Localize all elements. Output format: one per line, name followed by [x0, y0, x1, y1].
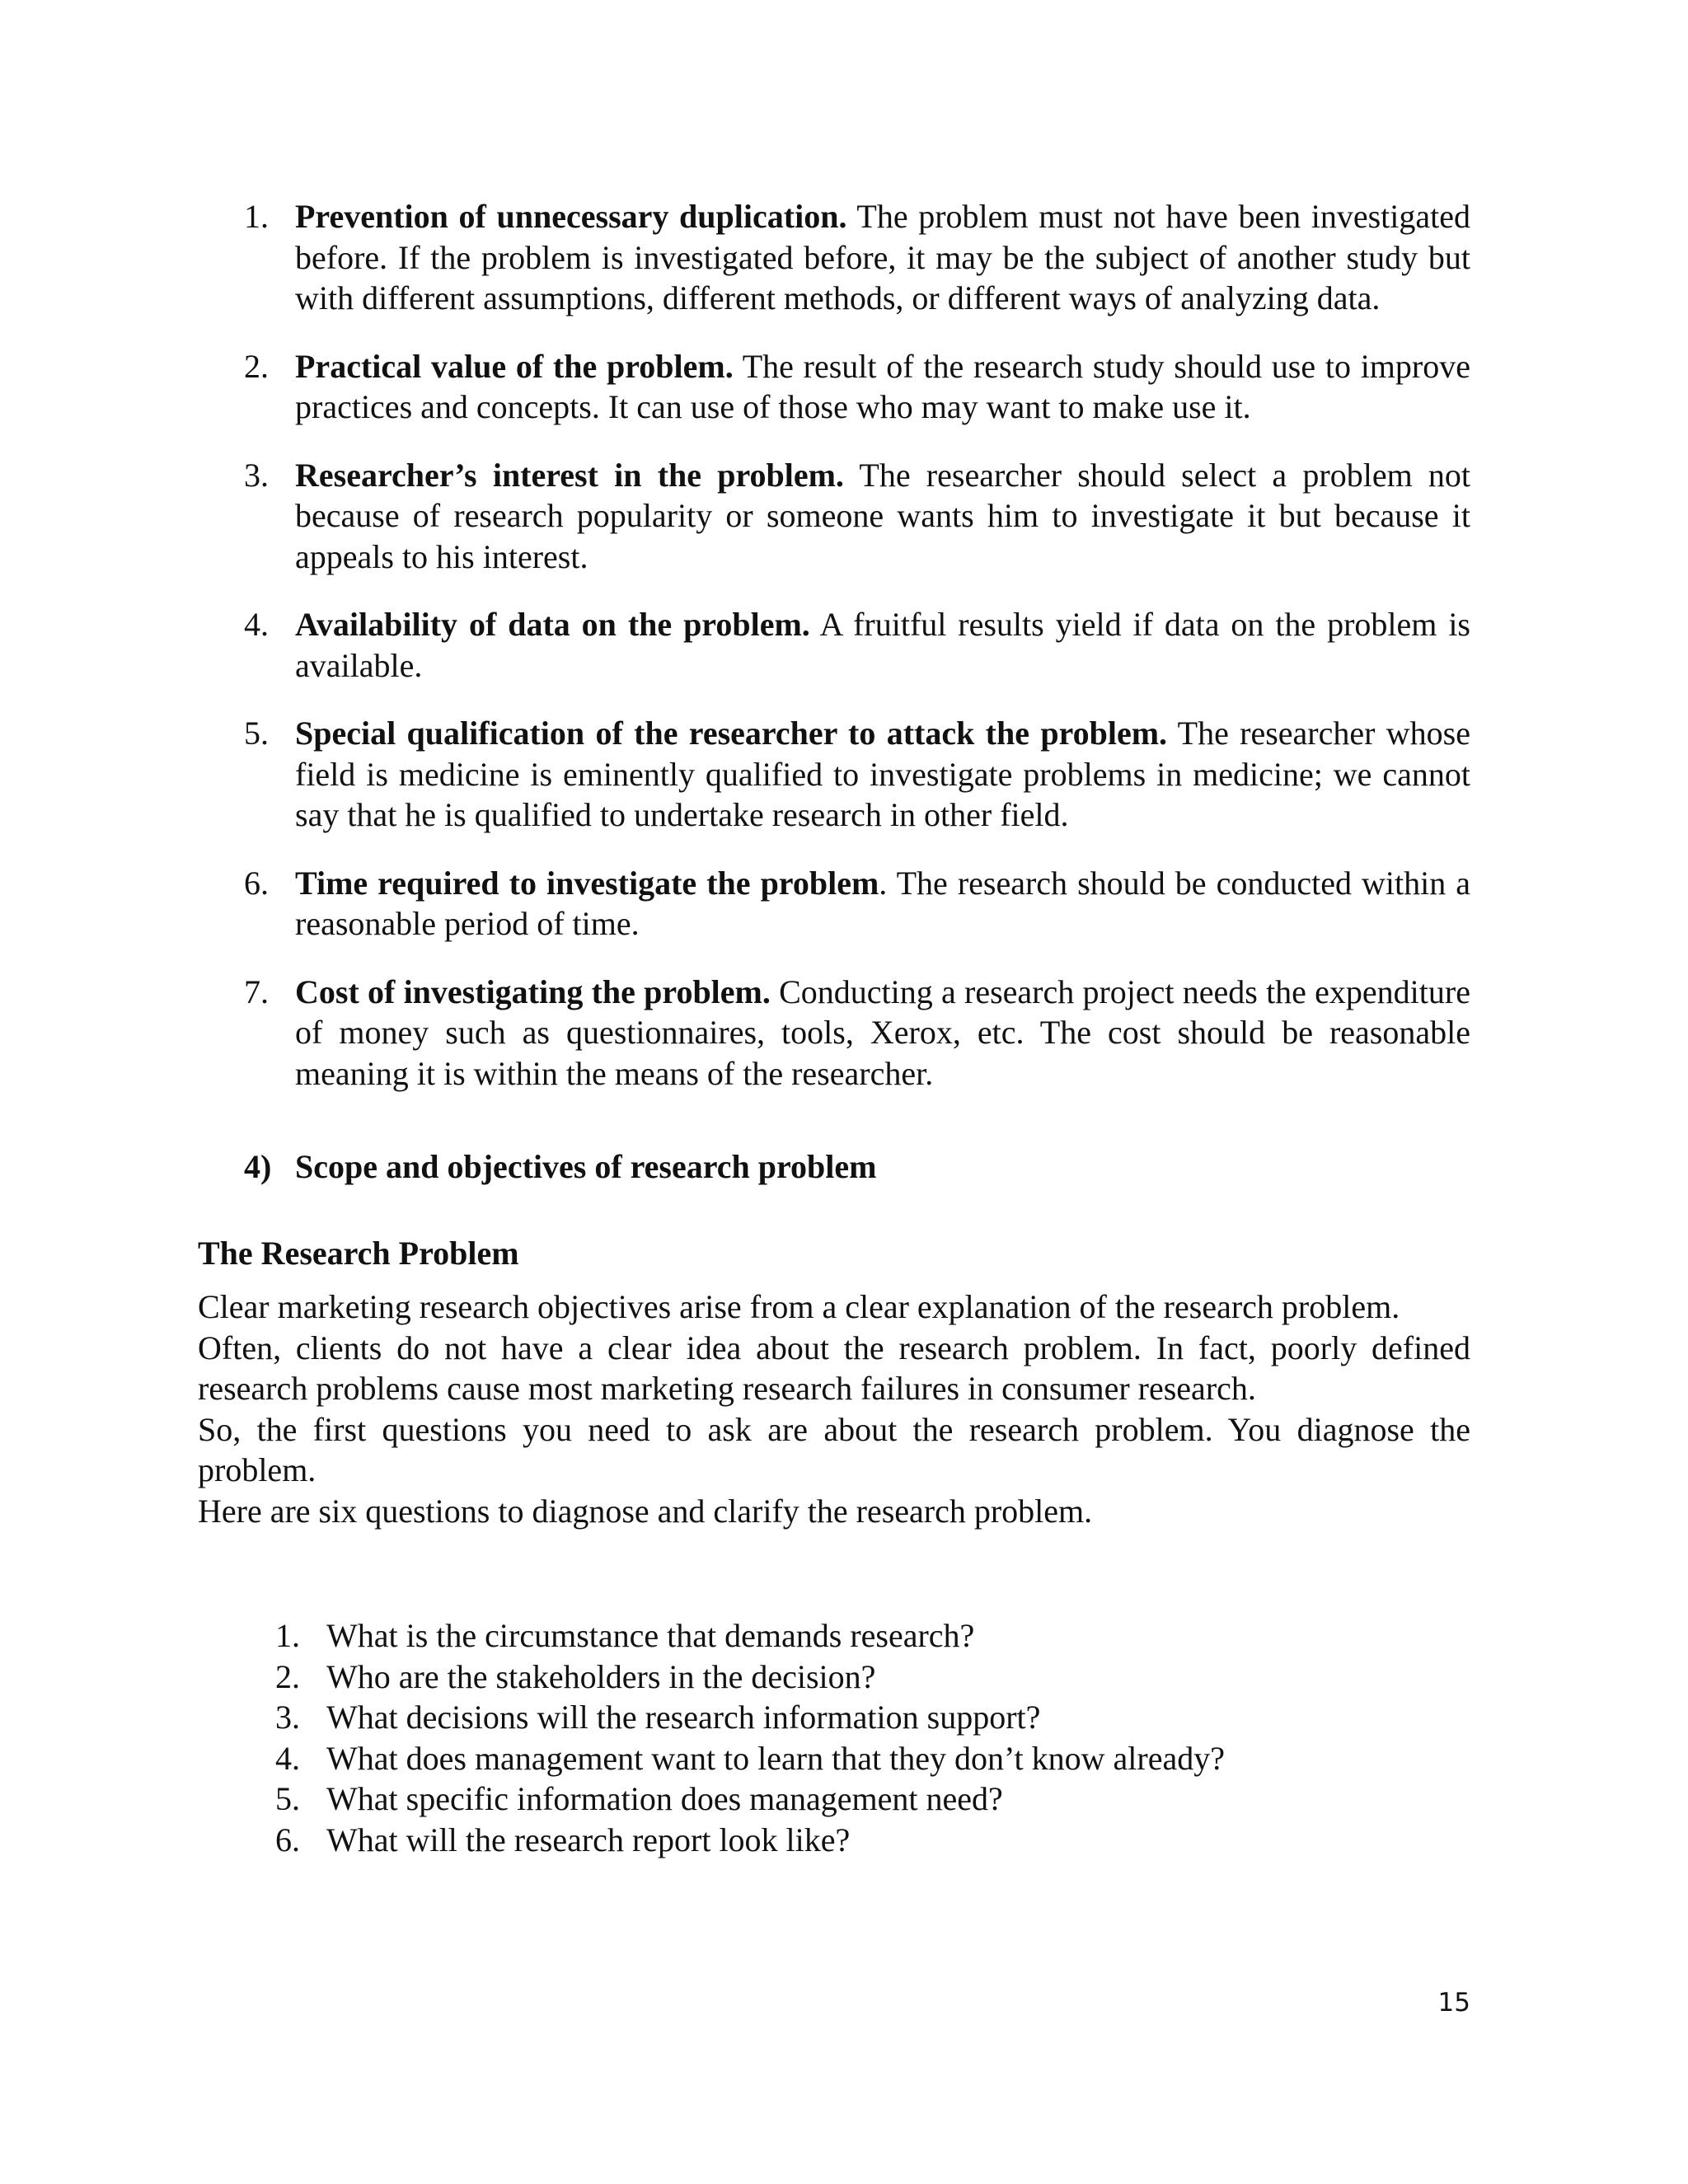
criteria-item-6	[244, 863, 1470, 944]
question-text: What will the research report look like?	[326, 1821, 851, 1858]
section-title: The Research Problem	[198, 1235, 519, 1272]
criteria-title: Practical value of the problem.	[295, 347, 734, 385]
question-number: 3.	[275, 1699, 300, 1736]
criteria-number: 3.	[244, 456, 269, 494]
criteria-title: Researcher’s interest in the problem.	[295, 456, 844, 494]
body-paragraphs	[198, 1286, 1470, 1531]
question-number: 4.	[275, 1739, 300, 1777]
criteria-text: Conducting a research project needs the expenditure of money such as questionnaires, tools, Xerox, etc. The cost should be reasonable meaning it is within the means of the researcher.	[295, 972, 1470, 1092]
criteria-number: 6.	[244, 864, 269, 902]
question-text: Who are the stakeholders in the decision?	[326, 1657, 876, 1695]
scope-subheading	[244, 1146, 877, 1188]
question-number: 6.	[275, 1821, 300, 1858]
criteria-item-5	[244, 713, 1470, 836]
criteria-title: Prevention of unnecessary duplication.	[295, 198, 847, 235]
criteria-text: . The research should be conducted within a reasonable period of time.	[295, 864, 1470, 942]
criteria-text: The researcher should select a problem not because of research popularity or someone wants him to investigate it but because it appeals to his interest.	[295, 456, 1471, 575]
question-item	[275, 1697, 1347, 1738]
criteria-item-1	[244, 196, 1470, 319]
question-item	[275, 1779, 1347, 1820]
question-text: What is the circumstance that demands research?	[326, 1617, 975, 1654]
criteria-item-4	[244, 604, 1470, 686]
subheading-text: Scope and objectives of research problem	[295, 1148, 877, 1185]
paragraph: So, the first questions you need to ask are about the research problem. You diagnose the problem.	[198, 1410, 1470, 1488]
selection-criteria-list	[244, 196, 1470, 1121]
criteria-item-3	[244, 455, 1470, 578]
question-item	[275, 1657, 1347, 1698]
criteria-item-2	[244, 346, 1470, 428]
question-text: What does management want to learn that they don’t know already?	[326, 1739, 1225, 1777]
criteria-text: A fruitful results yield if data on the problem is available.	[295, 606, 1470, 684]
criteria-title: Time required to investigate the problem	[295, 864, 879, 902]
criteria-text: The result of the research study should use to improve practices and concepts. It can use of those who may want to make use it.	[295, 347, 1470, 425]
criteria-title: Special qualification of the researcher to attack the problem.	[295, 715, 1168, 752]
question-item	[275, 1615, 1347, 1657]
paragraph: Here are six questions to diagnose and clarify the research problem.	[198, 1492, 1093, 1530]
question-item	[275, 1738, 1347, 1779]
subheading-marker: 4)	[244, 1148, 272, 1185]
criteria-number: 1.	[244, 198, 269, 235]
criteria-item-7	[244, 972, 1470, 1094]
question-text: What decisions will the research information support?	[326, 1699, 1041, 1736]
question-number: 1.	[275, 1617, 300, 1654]
question-text: What specific information does management need?	[326, 1780, 1003, 1817]
page-number: 15	[1437, 1988, 1470, 2018]
criteria-number: 4.	[244, 606, 269, 643]
diagnostic-questions-list	[275, 1615, 1347, 1860]
criteria-title: Cost of investigating the problem.	[295, 972, 771, 1010]
question-item	[275, 1820, 1347, 1861]
criteria-number: 7.	[244, 972, 269, 1010]
question-number: 2.	[275, 1657, 300, 1695]
criteria-text: The problem must not have been investigated before. If the problem is investigated before, it may be the subject of another study but with different assumptions, different methods, or different ways of analyzing data.	[295, 198, 1470, 316]
criteria-number: 5.	[244, 715, 269, 752]
paragraph: Often, clients do not have a clear idea about the research problem. In fact, poorly defined research problems cause most marketing research failures in consumer research.	[198, 1329, 1470, 1407]
criteria-number: 2.	[244, 347, 269, 385]
paragraph: Clear marketing research objectives arise from a clear explanation of the research problem.	[198, 1288, 1400, 1325]
criteria-title: Availability of data on the problem.	[295, 606, 810, 643]
criteria-text: The researcher whose field is medicine is eminently qualified to investigate problems in medicine; we cannot say that he is qualified to undertake research in other field.	[295, 715, 1470, 833]
question-number: 5.	[275, 1780, 300, 1817]
